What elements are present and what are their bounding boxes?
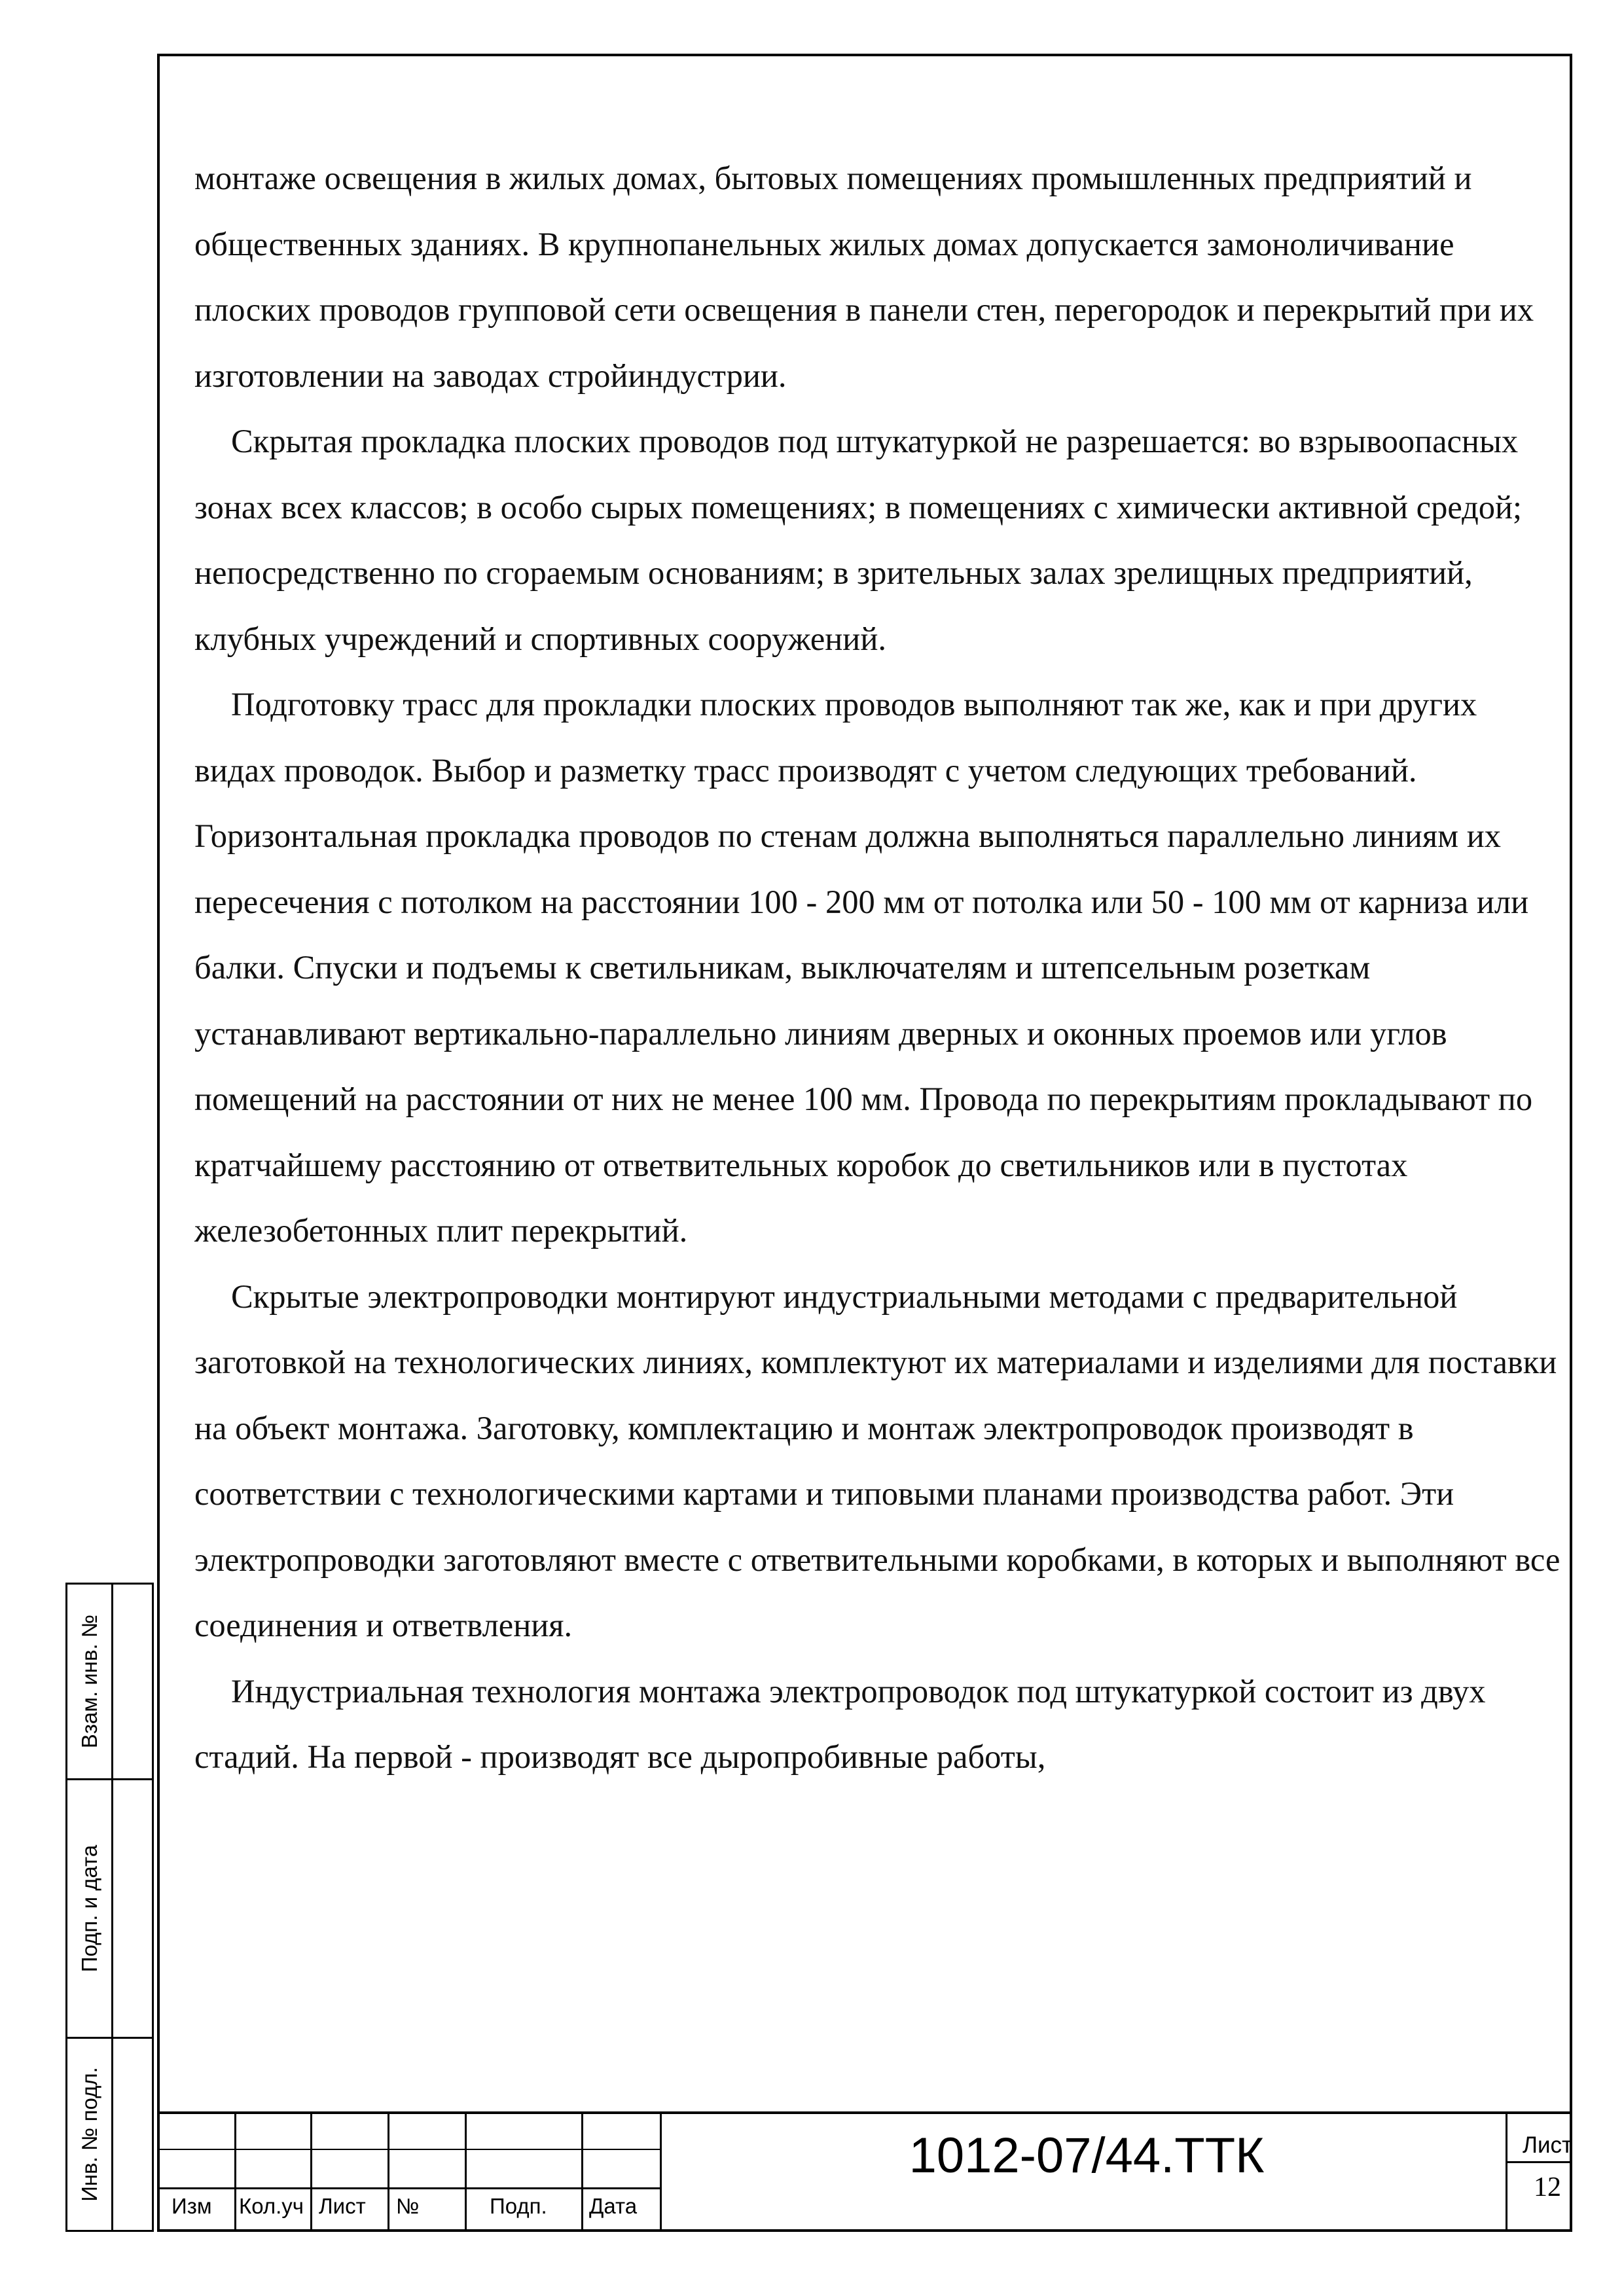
col-number: № [396,2194,420,2218]
paragraph-1: монтаже освещения в жилых домах, бытовых помещениях промышленных предприятий и общественных зданиях. В крупнопанельных жилых домах допускается замоноличивание плоских проводов групповой сети освещения в панели стен, перегородок и перекрытий при их изготовлении на заводах стройиндустрии. [194,160,1534,394]
stamp-sign-date-label: Подп. и дата [77,1844,101,1973]
col-data: Дата [589,2194,638,2218]
paragraph-3: Подготовку трасс для прокладки плоских проводов выполняют так же, как и при других видах проводок. Выбор и разметку трасс производят с учетом следующих требований. Горизонтальная прокладка проводов по стенам должна выполняться параллельно линиям их пересечения с потолком на расстоянии 100 - 200 мм от потолка или 50 - 100 мм от карниза или балки. Спуски и подъемы к светильникам, выключателям и штепсельным розеткам устанавливают вертикально-параллельно линиям дверных и оконных проемов или углов помещений на расстоянии от них не менее 100 мм. Провода по перекрытиям прокладывают по кратчайшему расстоянию от ответвительных коробок до светильников или в пустотах железобетонных плит перекрытий. [194,686,1533,1249]
title-block-row-line-2 [157,2187,661,2189]
col-izm: Изм [171,2194,212,2218]
title-block-col-5 [581,2113,583,2232]
col-kol-uch: Кол.уч [239,2194,304,2218]
paragraph-4: Скрытые электропроводки монтируют индустриальными методами с предварительной заготовкой на технологических линиях, комплектуют их материалами и изделиями для поставки на объект монтажа. Заготовку, комплектацию и монтаж электропроводок производят в соответствии с технологическими картами и типовыми планами производства работ. Эти электропроводки заготовляют вместе с ответвительными коробками, в которых и выполняют все соединения и ответвления. [194,1278,1561,1643]
col-podp: Подп. [490,2194,547,2218]
title-block-top-line [157,2111,1572,2114]
document-code: 1012-07/44.ТТК [909,2128,1265,2183]
title-block-col-4 [465,2113,467,2232]
paragraph-2: Скрытая прокладка плоских проводов под штукатуркой не разрешается: во взрывоопасных зонах всех классов; в особо сырых помещениях; в помещениях с химически активной средой; непосредственно по сгораемым основаниям; в зрительных залах зрелищных предприятий, клубных учреждений и спортивных сооружений. [194,423,1523,657]
body-text [194,145,1562,1790]
stamp-sign-date [65,1778,154,2039]
title-block-col-2 [310,2113,312,2232]
sheet-label: Лист [1522,2132,1573,2158]
title-block-col-3 [388,2113,389,2232]
stamp-inv-zam-label: Взам. инв. № [77,1614,101,1749]
stamp-inv-podl-label: Инв. № подл. [77,2067,101,2202]
stamp-inv-podl [65,2037,154,2232]
paragraph-5: Индустриальная технология монтажа электропроводок под штукатуркой состоит из двух стадий. На первой - производят все дыропробивные работы, [194,1672,1486,1775]
stamp-inv-zam [65,1583,154,1780]
title-block-sheet-divider [1506,2161,1572,2163]
title-block-col-1 [234,2113,236,2232]
sheet-number: 12 [1534,2172,1561,2202]
col-list: Лист [319,2194,366,2218]
title-block-row-line-1 [157,2149,661,2150]
